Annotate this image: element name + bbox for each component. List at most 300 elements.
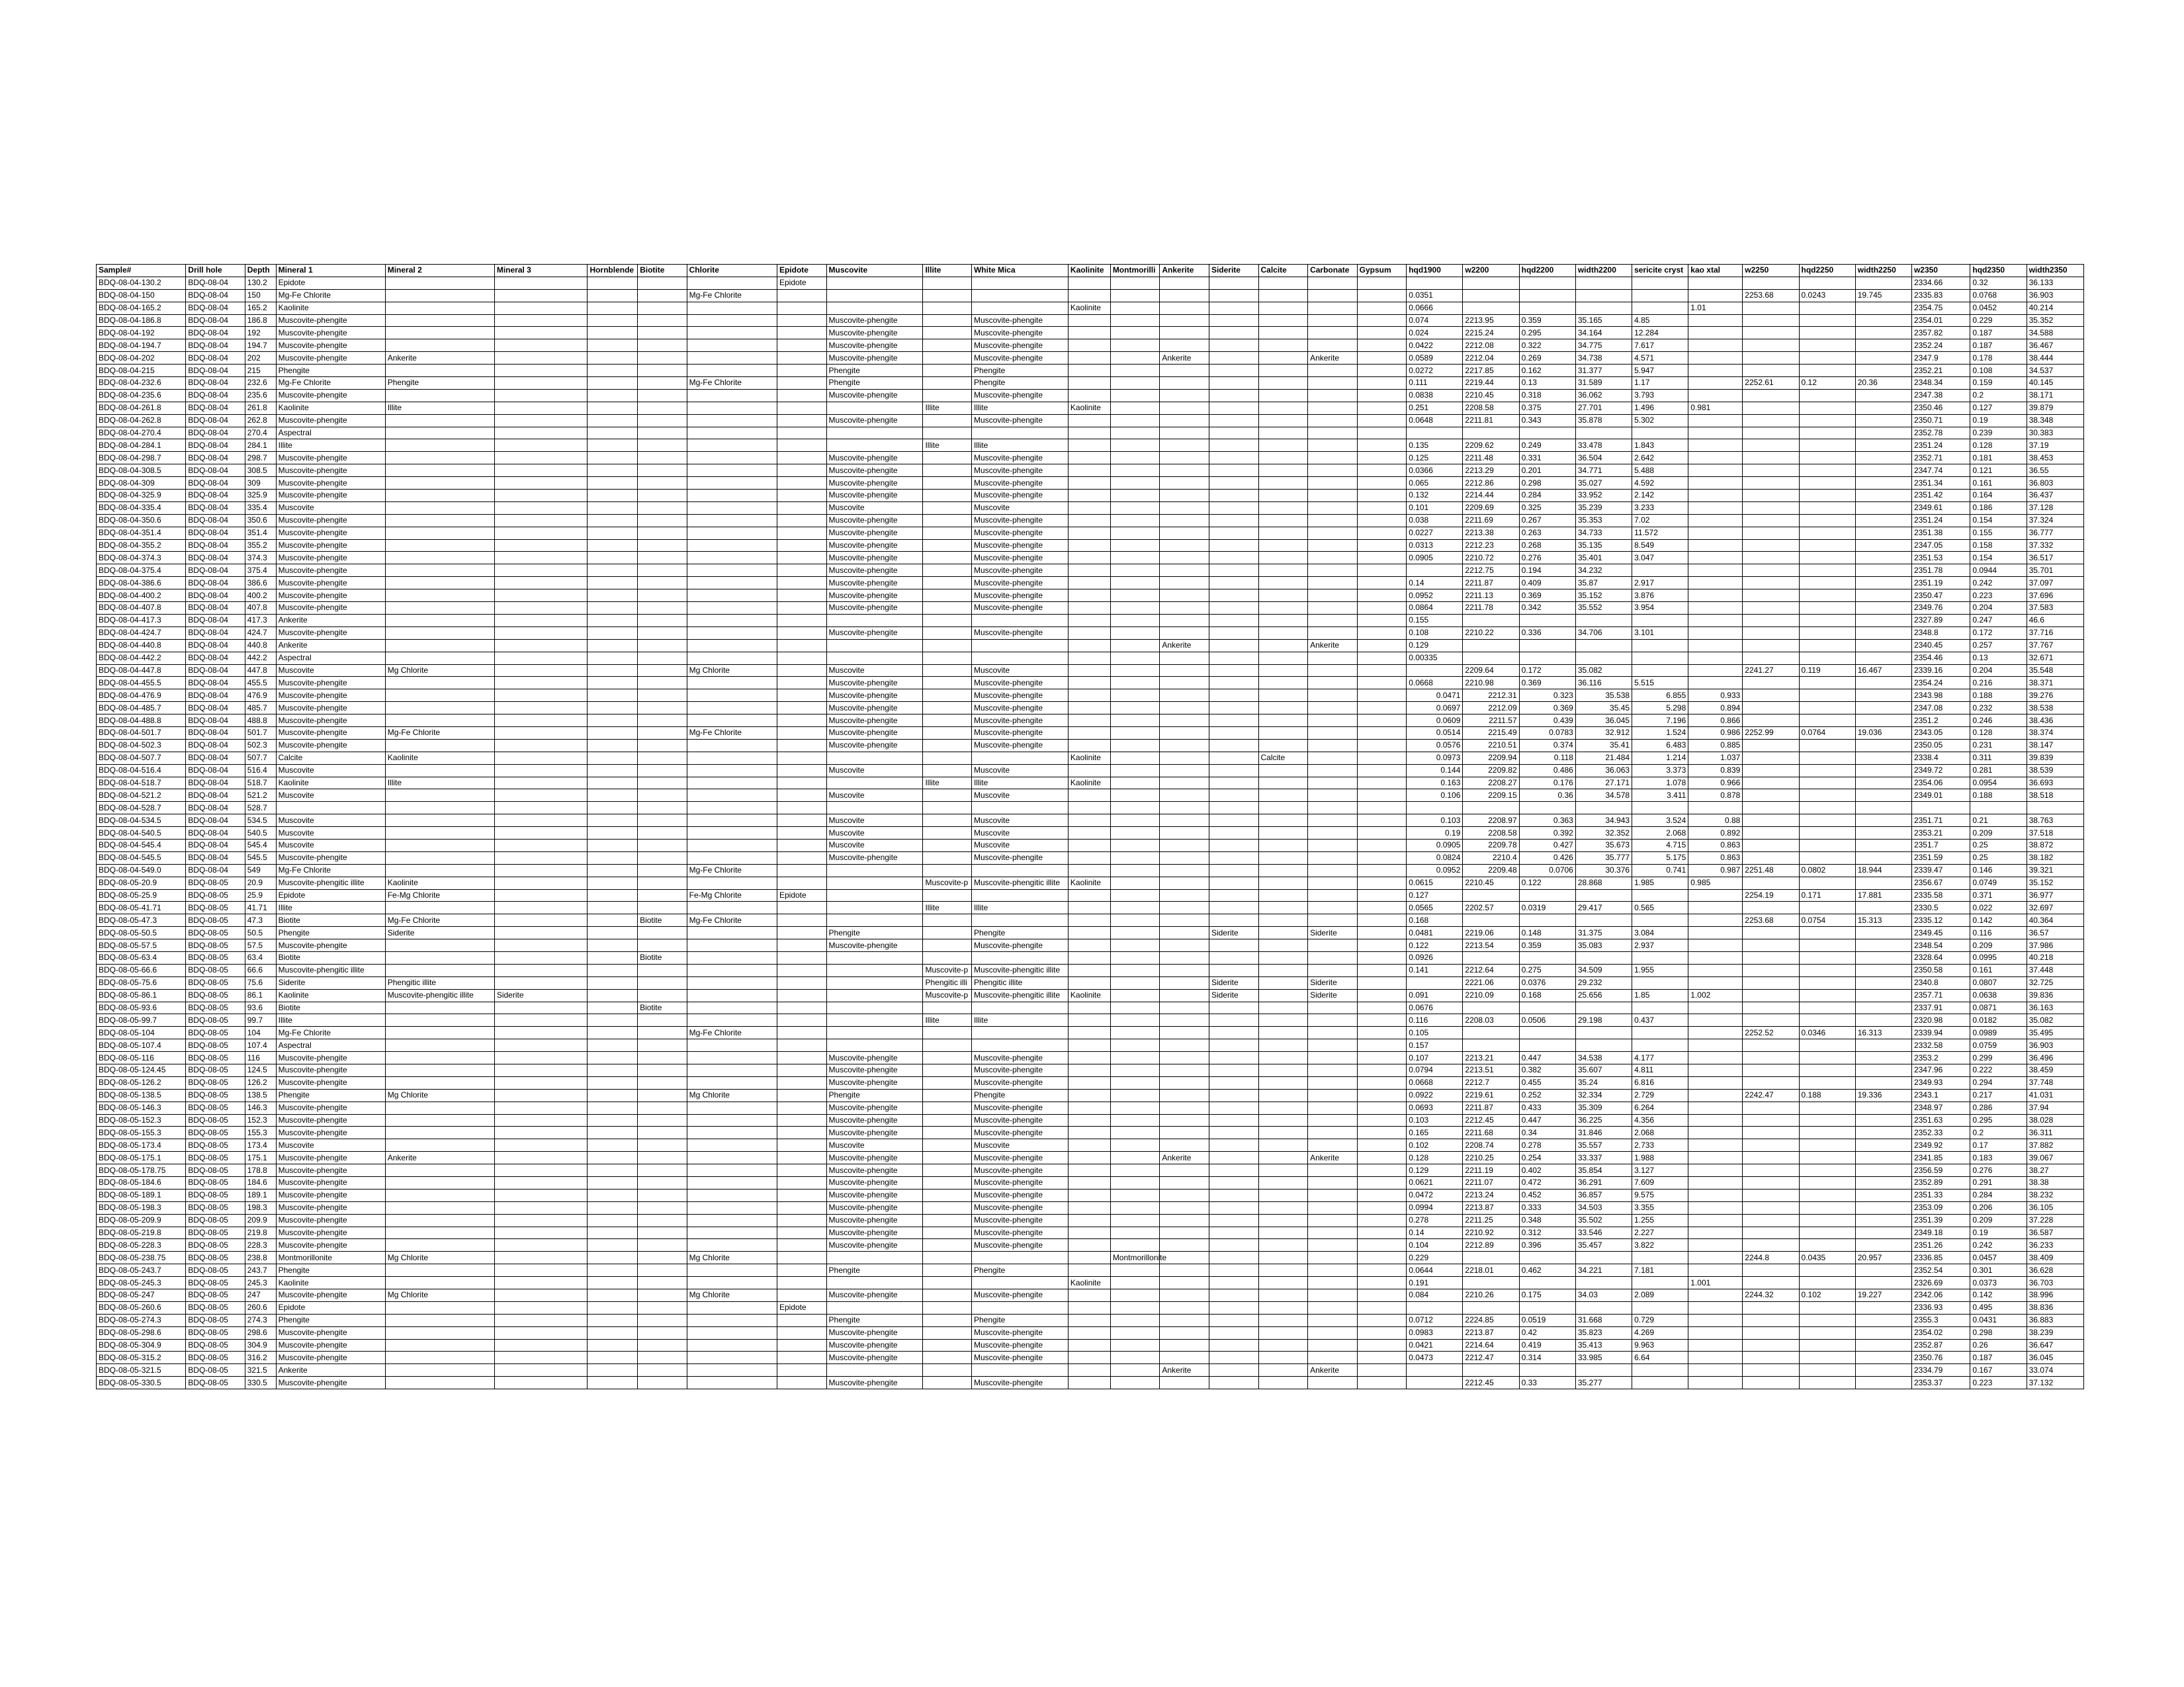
table-cell[interactable] xyxy=(971,427,1068,439)
table-cell[interactable] xyxy=(1258,964,1308,976)
table-cell[interactable] xyxy=(923,501,972,514)
table-cell[interactable]: 37.324 xyxy=(2027,514,2083,527)
table-cell[interactable] xyxy=(1743,1052,1799,1064)
table-cell[interactable]: 0.0471 xyxy=(1407,689,1463,702)
table-cell[interactable]: 35.309 xyxy=(1575,1102,1632,1114)
table-cell[interactable]: BDQ-08-04 xyxy=(186,377,245,390)
table-cell[interactable]: 0.111 xyxy=(1407,377,1463,390)
table-cell[interactable]: BDQ-08-05 xyxy=(186,1364,245,1377)
table-cell[interactable]: 2351.71 xyxy=(1911,814,1970,827)
table-cell[interactable] xyxy=(1688,1239,1743,1252)
table-cell[interactable] xyxy=(1258,1214,1308,1227)
table-cell[interactable]: BDQ-08-04 xyxy=(186,527,245,539)
table-cell[interactable] xyxy=(1688,1164,1743,1177)
table-cell[interactable]: 2351.42 xyxy=(1911,490,1970,502)
table-cell[interactable]: 0.359 xyxy=(1519,939,1575,952)
table-cell[interactable]: 0.239 xyxy=(1970,427,2027,439)
table-cell[interactable] xyxy=(1110,951,1160,964)
table-cell[interactable] xyxy=(1308,1252,1358,1264)
table-cell[interactable]: Phengite xyxy=(385,377,494,390)
table-cell[interactable]: 2210.72 xyxy=(1463,552,1519,564)
table-cell[interactable] xyxy=(1068,927,1110,939)
table-cell[interactable]: 31.375 xyxy=(1575,927,1632,939)
table-cell[interactable]: BDQ-08-04-335.4 xyxy=(97,501,186,514)
table-cell[interactable]: 36.57 xyxy=(2027,927,2083,939)
table-cell[interactable] xyxy=(1258,1039,1308,1052)
table-cell[interactable]: 2354.46 xyxy=(1911,652,1970,664)
table-cell[interactable] xyxy=(588,501,638,514)
table-cell[interactable]: 0.278 xyxy=(1519,1139,1575,1152)
table-cell[interactable] xyxy=(385,514,494,527)
table-cell[interactable] xyxy=(687,1227,777,1239)
table-cell[interactable]: 2219.61 xyxy=(1463,1089,1519,1102)
table-cell[interactable] xyxy=(1160,1314,1209,1326)
table-cell[interactable]: 2208.58 xyxy=(1463,827,1519,840)
table-cell[interactable]: 34.706 xyxy=(1575,627,1632,639)
table-cell[interactable]: 2241.27 xyxy=(1743,664,1799,677)
table-cell[interactable] xyxy=(1357,339,1407,352)
table-cell[interactable] xyxy=(1160,501,1209,514)
table-cell[interactable]: 2210.22 xyxy=(1463,627,1519,639)
table-cell[interactable] xyxy=(923,277,972,289)
table-cell[interactable] xyxy=(971,1277,1068,1289)
table-cell[interactable]: BDQ-08-04-507.7 xyxy=(97,752,186,764)
table-cell[interactable] xyxy=(923,1114,972,1127)
table-cell[interactable] xyxy=(687,939,777,952)
table-cell[interactable] xyxy=(1308,289,1358,302)
table-cell[interactable] xyxy=(1357,1277,1407,1289)
table-cell[interactable] xyxy=(1160,914,1209,927)
table-cell[interactable] xyxy=(385,602,494,615)
table-cell[interactable]: 0.472 xyxy=(1519,1177,1575,1190)
table-cell[interactable]: 2210.45 xyxy=(1463,877,1519,889)
table-cell[interactable]: 41.71 xyxy=(245,902,276,914)
table-cell[interactable]: Muscovite-phengite xyxy=(971,1214,1068,1227)
table-cell[interactable]: 375.4 xyxy=(245,564,276,577)
table-cell[interactable] xyxy=(971,639,1068,652)
table-cell[interactable] xyxy=(588,989,638,1002)
table-cell[interactable] xyxy=(1688,1014,1743,1027)
table-cell[interactable] xyxy=(1632,664,1688,677)
table-cell[interactable] xyxy=(1799,877,1855,889)
table-cell[interactable]: 2349.92 xyxy=(1911,1139,1970,1152)
table-cell[interactable] xyxy=(1799,1114,1855,1127)
table-cell[interactable] xyxy=(1855,1102,1911,1114)
table-cell[interactable] xyxy=(1357,1164,1407,1177)
table-cell[interactable] xyxy=(1209,539,1258,552)
table-cell[interactable] xyxy=(588,1114,638,1127)
table-cell[interactable] xyxy=(1855,1064,1911,1077)
table-cell[interactable] xyxy=(1688,639,1743,652)
table-cell[interactable] xyxy=(1068,389,1110,402)
table-cell[interactable] xyxy=(1357,1227,1407,1239)
table-cell[interactable] xyxy=(1855,314,1911,327)
table-cell[interactable] xyxy=(385,1139,494,1152)
table-cell[interactable]: Muscovite-phengite xyxy=(276,552,385,564)
table-cell[interactable]: 0.314 xyxy=(1519,1352,1575,1364)
table-cell[interactable] xyxy=(923,1277,972,1289)
table-cell[interactable]: 2212.45 xyxy=(1463,1377,1519,1389)
table-cell[interactable]: Muscovite-phengite xyxy=(276,564,385,577)
table-cell[interactable] xyxy=(1743,1114,1799,1127)
table-cell[interactable] xyxy=(494,501,588,514)
table-cell[interactable]: BDQ-08-05 xyxy=(186,927,245,939)
table-cell[interactable]: 0.155 xyxy=(1970,527,2027,539)
table-cell[interactable]: 2351.78 xyxy=(1911,564,1970,577)
table-cell[interactable] xyxy=(1110,927,1160,939)
table-cell[interactable]: 35.701 xyxy=(2027,564,2083,577)
table-cell[interactable] xyxy=(1357,1139,1407,1152)
table-cell[interactable] xyxy=(826,777,923,789)
table-cell[interactable] xyxy=(494,1114,588,1127)
table-cell[interactable] xyxy=(1357,1076,1407,1089)
table-cell[interactable]: BDQ-08-05 xyxy=(186,1014,245,1027)
table-cell[interactable] xyxy=(1160,877,1209,889)
table-cell[interactable] xyxy=(1068,1052,1110,1064)
table-cell[interactable] xyxy=(1743,352,1799,365)
table-cell[interactable] xyxy=(826,427,923,439)
table-cell[interactable] xyxy=(1799,1152,1855,1164)
table-cell[interactable]: 0.128 xyxy=(1970,439,2027,452)
table-cell[interactable]: 0.116 xyxy=(1407,1014,1463,1027)
table-cell[interactable] xyxy=(1209,739,1258,752)
table-cell[interactable]: 0.154 xyxy=(1970,514,2027,527)
table-cell[interactable]: 0.257 xyxy=(1970,639,2027,652)
table-cell[interactable]: 0.0794 xyxy=(1407,1064,1463,1077)
table-cell[interactable]: BDQ-08-05-228.3 xyxy=(97,1239,186,1252)
table-cell[interactable]: BDQ-08-04-235.6 xyxy=(97,389,186,402)
table-cell[interactable]: 0.839 xyxy=(1688,764,1743,777)
table-cell[interactable] xyxy=(1911,802,1970,814)
table-cell[interactable] xyxy=(777,1027,826,1039)
table-cell[interactable]: Muscovite-phengite xyxy=(971,339,1068,352)
table-cell[interactable]: BDQ-08-04 xyxy=(186,352,245,365)
table-cell[interactable] xyxy=(588,539,638,552)
table-cell[interactable] xyxy=(1357,302,1407,314)
table-cell[interactable] xyxy=(1855,714,1911,727)
table-cell[interactable] xyxy=(1688,976,1743,989)
table-cell[interactable] xyxy=(923,365,972,377)
table-cell[interactable] xyxy=(1357,1252,1407,1264)
table-cell[interactable]: 37.767 xyxy=(2027,639,2083,652)
table-cell[interactable] xyxy=(1209,689,1258,702)
table-cell[interactable] xyxy=(1519,1364,1575,1377)
table-cell[interactable] xyxy=(1160,614,1209,627)
table-cell[interactable]: BDQ-08-05 xyxy=(186,1377,245,1389)
table-cell[interactable]: 2353.09 xyxy=(1911,1201,1970,1214)
table-cell[interactable]: Ankerite xyxy=(276,614,385,627)
table-cell[interactable] xyxy=(777,352,826,365)
table-cell[interactable] xyxy=(494,514,588,527)
table-cell[interactable]: 476.9 xyxy=(245,689,276,702)
table-cell[interactable] xyxy=(588,1277,638,1289)
table-cell[interactable] xyxy=(1357,889,1407,902)
table-cell[interactable] xyxy=(1308,577,1358,589)
table-cell[interactable] xyxy=(1160,827,1209,840)
table-cell[interactable] xyxy=(385,527,494,539)
table-cell[interactable]: 2213.95 xyxy=(1463,314,1519,327)
table-cell[interactable]: 2213.29 xyxy=(1463,464,1519,477)
table-cell[interactable]: 0.0712 xyxy=(1407,1314,1463,1326)
table-cell[interactable] xyxy=(687,764,777,777)
table-cell[interactable]: 2208.58 xyxy=(1463,402,1519,414)
table-cell[interactable] xyxy=(1209,851,1258,864)
table-cell[interactable] xyxy=(1110,627,1160,639)
table-cell[interactable] xyxy=(1308,1139,1358,1152)
table-cell[interactable] xyxy=(1160,1239,1209,1252)
table-cell[interactable] xyxy=(777,552,826,564)
table-cell[interactable] xyxy=(1743,439,1799,452)
table-cell[interactable] xyxy=(1855,789,1911,802)
table-cell[interactable] xyxy=(777,1152,826,1164)
table-cell[interactable] xyxy=(687,302,777,314)
table-cell[interactable] xyxy=(1743,614,1799,627)
table-cell[interactable] xyxy=(588,1027,638,1039)
table-cell[interactable] xyxy=(1110,1289,1160,1302)
table-cell[interactable] xyxy=(1519,1002,1575,1014)
table-cell[interactable]: 0.25 xyxy=(1970,851,2027,864)
table-cell[interactable]: 2211.81 xyxy=(1463,414,1519,427)
table-cell[interactable] xyxy=(1110,814,1160,827)
table-cell[interactable] xyxy=(687,851,777,864)
table-cell[interactable] xyxy=(777,789,826,802)
table-cell[interactable] xyxy=(1855,902,1911,914)
table-cell[interactable] xyxy=(1068,851,1110,864)
table-cell[interactable] xyxy=(777,1252,826,1264)
table-cell[interactable] xyxy=(494,1326,588,1339)
table-cell[interactable]: 1.988 xyxy=(1632,1152,1688,1164)
table-cell[interactable] xyxy=(1209,452,1258,464)
table-cell[interactable] xyxy=(1110,914,1160,927)
table-cell[interactable]: Siderite xyxy=(276,976,385,989)
table-cell[interactable]: 0.183 xyxy=(1970,1152,2027,1164)
table-cell[interactable] xyxy=(687,1352,777,1364)
table-cell[interactable]: Muscovite-phengite xyxy=(971,1201,1068,1214)
table-cell[interactable] xyxy=(494,365,588,377)
table-cell[interactable] xyxy=(1688,1352,1743,1364)
table-cell[interactable]: Muscovite-phengite xyxy=(276,714,385,727)
table-cell[interactable] xyxy=(1799,951,1855,964)
table-cell[interactable] xyxy=(1160,939,1209,952)
table-cell[interactable]: Muscovite-phengite xyxy=(276,1102,385,1114)
table-cell[interactable]: Muscovite xyxy=(826,501,923,514)
table-cell[interactable] xyxy=(1209,951,1258,964)
table-cell[interactable] xyxy=(638,389,687,402)
table-cell[interactable]: BDQ-08-04-262.8 xyxy=(97,414,186,427)
table-cell[interactable] xyxy=(1632,889,1688,902)
table-cell[interactable] xyxy=(638,1102,687,1114)
table-cell[interactable] xyxy=(1068,365,1110,377)
table-cell[interactable] xyxy=(1308,864,1358,877)
table-cell[interactable] xyxy=(923,914,972,927)
table-cell[interactable]: Ankerite xyxy=(385,352,494,365)
table-cell[interactable] xyxy=(1258,1239,1308,1252)
table-cell[interactable] xyxy=(1160,389,1209,402)
table-cell[interactable] xyxy=(777,814,826,827)
table-cell[interactable] xyxy=(1463,614,1519,627)
table-cell[interactable] xyxy=(1463,1252,1519,1264)
table-cell[interactable] xyxy=(777,289,826,302)
table-cell[interactable] xyxy=(1110,314,1160,327)
table-cell[interactable] xyxy=(1799,814,1855,827)
table-cell[interactable] xyxy=(1258,1301,1308,1314)
table-cell[interactable] xyxy=(1688,452,1743,464)
table-cell[interactable] xyxy=(1688,964,1743,976)
table-cell[interactable] xyxy=(638,577,687,589)
table-cell[interactable] xyxy=(638,689,687,702)
table-cell[interactable] xyxy=(1799,1339,1855,1352)
table-cell[interactable] xyxy=(588,1064,638,1077)
table-cell[interactable] xyxy=(1743,1339,1799,1352)
table-cell[interactable] xyxy=(1258,1201,1308,1214)
table-cell[interactable] xyxy=(1688,1314,1743,1326)
table-cell[interactable] xyxy=(638,289,687,302)
table-cell[interactable]: Muscovite-phengite xyxy=(826,527,923,539)
table-cell[interactable] xyxy=(638,739,687,752)
table-cell[interactable]: 0.263 xyxy=(1519,527,1575,539)
table-cell[interactable]: 198.3 xyxy=(245,1201,276,1214)
table-cell[interactable]: Muscovite-phengitic illite xyxy=(276,877,385,889)
table-cell[interactable]: Ankerite xyxy=(276,639,385,652)
table-cell[interactable]: 1.496 xyxy=(1632,402,1688,414)
table-cell[interactable] xyxy=(687,1277,777,1289)
table-cell[interactable]: 417.3 xyxy=(245,614,276,627)
table-cell[interactable] xyxy=(1160,902,1209,914)
table-cell[interactable]: Mg-Fe Chlorite xyxy=(276,289,385,302)
table-cell[interactable] xyxy=(687,1239,777,1252)
table-cell[interactable]: Muscovite-phengite xyxy=(276,327,385,339)
table-cell[interactable]: 2.089 xyxy=(1632,1289,1688,1302)
table-cell[interactable] xyxy=(826,302,923,314)
table-cell[interactable] xyxy=(1068,427,1110,439)
table-cell[interactable]: 36.163 xyxy=(2027,1002,2083,1014)
table-cell[interactable]: 0.0346 xyxy=(1799,1027,1855,1039)
table-cell[interactable]: Muscovite xyxy=(276,789,385,802)
table-cell[interactable] xyxy=(1407,277,1463,289)
table-cell[interactable] xyxy=(1357,827,1407,840)
table-cell[interactable] xyxy=(1308,839,1358,851)
table-cell[interactable] xyxy=(1209,1201,1258,1214)
table-cell[interactable] xyxy=(588,951,638,964)
table-cell[interactable] xyxy=(1308,1201,1358,1214)
table-cell[interactable]: Muscovite-phengite xyxy=(971,939,1068,952)
table-cell[interactable] xyxy=(1855,564,1911,577)
table-cell[interactable] xyxy=(1160,739,1209,752)
table-cell[interactable] xyxy=(1575,427,1632,439)
table-cell[interactable] xyxy=(1110,602,1160,615)
table-cell[interactable] xyxy=(494,539,588,552)
table-cell[interactable] xyxy=(777,777,826,789)
table-cell[interactable] xyxy=(638,564,687,577)
table-cell[interactable] xyxy=(1068,864,1110,877)
table-cell[interactable]: BDQ-08-05 xyxy=(186,939,245,952)
table-cell[interactable]: 38.232 xyxy=(2027,1189,2083,1201)
table-cell[interactable]: 38.459 xyxy=(2027,1064,2083,1077)
table-cell[interactable]: Mg Chlorite xyxy=(687,1289,777,1302)
table-cell[interactable] xyxy=(1743,1014,1799,1027)
table-cell[interactable] xyxy=(1258,1089,1308,1102)
table-cell[interactable]: 36.116 xyxy=(1575,677,1632,689)
table-cell[interactable]: 407.8 xyxy=(245,602,276,615)
table-cell[interactable] xyxy=(1855,352,1911,365)
table-cell[interactable]: 0.141 xyxy=(1407,964,1463,976)
table-cell[interactable] xyxy=(494,1377,588,1389)
table-cell[interactable] xyxy=(1463,302,1519,314)
table-cell[interactable] xyxy=(1068,352,1110,365)
table-cell[interactable]: 0.074 xyxy=(1407,314,1463,327)
table-cell[interactable]: 386.6 xyxy=(245,577,276,589)
table-cell[interactable] xyxy=(385,714,494,727)
table-cell[interactable]: Muscovite-phengite xyxy=(971,452,1068,464)
table-cell[interactable] xyxy=(638,477,687,490)
table-cell[interactable]: 0.155 xyxy=(1407,614,1463,627)
table-cell[interactable] xyxy=(1855,339,1911,352)
table-cell[interactable]: 107.4 xyxy=(245,1039,276,1052)
table-cell[interactable]: 0.452 xyxy=(1519,1189,1575,1201)
table-cell[interactable]: 39.321 xyxy=(2027,864,2083,877)
table-cell[interactable] xyxy=(1855,277,1911,289)
table-cell[interactable]: Muscovite-phengite xyxy=(276,539,385,552)
table-cell[interactable] xyxy=(494,277,588,289)
table-cell[interactable] xyxy=(1632,802,1688,814)
table-cell[interactable] xyxy=(1743,1127,1799,1139)
table-cell[interactable]: 545.5 xyxy=(245,851,276,864)
table-cell[interactable] xyxy=(1519,1027,1575,1039)
table-cell[interactable]: Muscovite-phengite xyxy=(826,389,923,402)
table-cell[interactable] xyxy=(1068,277,1110,289)
table-cell[interactable]: BDQ-08-05-107.4 xyxy=(97,1039,186,1052)
table-cell[interactable] xyxy=(826,1014,923,1027)
table-cell[interactable]: 0.276 xyxy=(1970,1164,2027,1177)
table-cell[interactable]: BDQ-08-05 xyxy=(186,951,245,964)
table-cell[interactable]: 534.5 xyxy=(245,814,276,827)
table-cell[interactable]: BDQ-08-05 xyxy=(186,1177,245,1190)
table-cell[interactable] xyxy=(1308,1339,1358,1352)
table-cell[interactable] xyxy=(1160,1252,1209,1264)
table-cell[interactable] xyxy=(1068,1214,1110,1227)
table-cell[interactable]: BDQ-08-05-63.4 xyxy=(97,951,186,964)
table-cell[interactable]: 130.2 xyxy=(245,277,276,289)
table-cell[interactable] xyxy=(385,589,494,602)
table-cell[interactable]: 455.5 xyxy=(245,677,276,689)
table-cell[interactable] xyxy=(1855,764,1911,777)
table-cell[interactable] xyxy=(588,1201,638,1214)
table-cell[interactable]: 0.135 xyxy=(1407,439,1463,452)
table-cell[interactable] xyxy=(1110,802,1160,814)
table-cell[interactable]: Muscovite-phengite xyxy=(276,1289,385,1302)
table-cell[interactable]: 33.478 xyxy=(1575,439,1632,452)
table-cell[interactable] xyxy=(1068,827,1110,840)
table-cell[interactable] xyxy=(588,552,638,564)
table-cell[interactable] xyxy=(1258,976,1308,989)
table-cell[interactable] xyxy=(777,614,826,627)
table-cell[interactable] xyxy=(1308,789,1358,802)
table-cell[interactable]: BDQ-08-05 xyxy=(186,964,245,976)
table-cell[interactable] xyxy=(1258,314,1308,327)
table-cell[interactable] xyxy=(1407,1364,1463,1377)
table-cell[interactable]: Muscovite-phengite xyxy=(971,702,1068,714)
table-cell[interactable] xyxy=(777,927,826,939)
table-cell[interactable] xyxy=(385,365,494,377)
table-cell[interactable]: 35.557 xyxy=(1575,1139,1632,1152)
table-cell[interactable] xyxy=(638,352,687,365)
table-cell[interactable]: BDQ-08-04 xyxy=(186,501,245,514)
table-cell[interactable]: 2354.06 xyxy=(1911,777,1970,789)
table-cell[interactable] xyxy=(1357,1352,1407,1364)
table-cell[interactable] xyxy=(588,1227,638,1239)
table-cell[interactable] xyxy=(687,739,777,752)
table-cell[interactable]: 0.0944 xyxy=(1970,564,2027,577)
